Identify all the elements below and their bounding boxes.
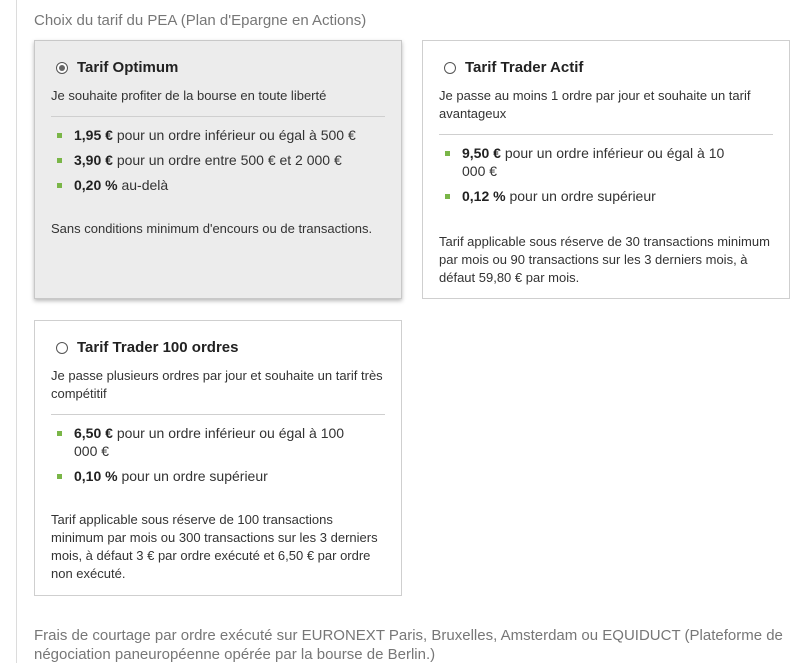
fee-text: pour un ordre inférieur ou égal à 500 € xyxy=(116,127,356,143)
fee-text: pour un ordre supérieur xyxy=(121,468,268,484)
fee-amount: 0,12 % xyxy=(462,188,506,204)
plan-header xyxy=(56,59,385,76)
plan-conditions: Sans conditions minimum d'encours ou de transactions. xyxy=(51,221,373,236)
plan-conditions: Tarif applicable sous réserve de 100 transactions minimum par mois ou 300 transactions sur les 3 derniers mois, à défaut 3 € par ordre exécuté et 6,50 € par ordre non exécuté. xyxy=(51,512,378,581)
fee-amount: 6,50 € xyxy=(74,425,113,441)
fee-list xyxy=(51,424,385,485)
fee-item xyxy=(51,467,385,485)
green-square-bullet-icon xyxy=(57,158,62,163)
fee-list xyxy=(51,126,385,194)
fee-amount: 9,50 € xyxy=(462,145,501,161)
fee-list xyxy=(439,144,773,205)
fee-amount: 1,95 € xyxy=(74,127,113,143)
green-square-bullet-icon xyxy=(57,431,62,436)
green-square-bullet-icon xyxy=(445,151,450,156)
fee-item xyxy=(439,144,773,180)
plan-card-optimum[interactable] xyxy=(34,40,402,299)
fee-item xyxy=(439,187,773,205)
section-title: Choix du tarif du PEA (Plan d'Epargne en Actions) xyxy=(34,12,367,29)
plan-radio-optimum[interactable] xyxy=(56,62,68,74)
fee-text: au-delà xyxy=(121,177,169,193)
plan-conditions: Tarif applicable sous réserve de 30 transactions minimum par mois ou 90 transactions sur les 3 derniers mois, à défaut 59,80 € par mois. xyxy=(439,234,770,285)
plan-name: Tarif Trader 100 ordres xyxy=(77,339,239,356)
fee-item xyxy=(51,126,385,144)
fee-text: pour un ordre entre 500 € et 2 000 € xyxy=(116,152,342,168)
plan-card-trader-100[interactable] xyxy=(34,320,402,596)
plan-header xyxy=(56,339,385,356)
plan-description: Je passe plusieurs ordres par jour et souhaite un tarif très compétitif xyxy=(51,367,385,415)
plan-name: Tarif Optimum xyxy=(77,59,179,76)
fee-amount: 3,90 € xyxy=(74,152,113,168)
plan-description: Je souhaite profiter de la bourse en toute liberté xyxy=(51,87,385,117)
fee-text: pour un ordre supérieur xyxy=(509,188,656,204)
fee-item xyxy=(51,151,385,169)
plan-radio-trader-actif[interactable] xyxy=(444,62,456,74)
green-square-bullet-icon xyxy=(57,133,62,138)
fee-item xyxy=(51,424,385,460)
fee-text: pour un ordre inférieur ou égal à 100 000 € xyxy=(74,425,345,459)
plan-radio-trader-100[interactable] xyxy=(56,342,68,354)
green-square-bullet-icon xyxy=(57,474,62,479)
left-divider xyxy=(16,0,17,663)
fee-text: pour un ordre inférieur ou égal à 10 000 € xyxy=(462,145,725,179)
plan-description: Je passe au moins 1 ordre par jour et souhaite un tarif avantageux xyxy=(439,87,773,135)
plan-card-trader-actif[interactable] xyxy=(422,40,790,299)
fee-amount: 0,20 % xyxy=(74,177,118,193)
green-square-bullet-icon xyxy=(445,194,450,199)
plan-header xyxy=(444,59,773,76)
fee-amount: 0,10 % xyxy=(74,468,118,484)
fee-item xyxy=(51,176,385,194)
green-square-bullet-icon xyxy=(57,183,62,188)
brokerage-fees-note: Frais de courtage par ordre exécuté sur EURONEXT Paris, Bruxelles, Amsterdam ou EQUIDUCT (Plateforme de négociation paneuropéenne opérée par la bourse de Berlin.) xyxy=(34,627,783,663)
plan-name: Tarif Trader Actif xyxy=(465,59,584,76)
